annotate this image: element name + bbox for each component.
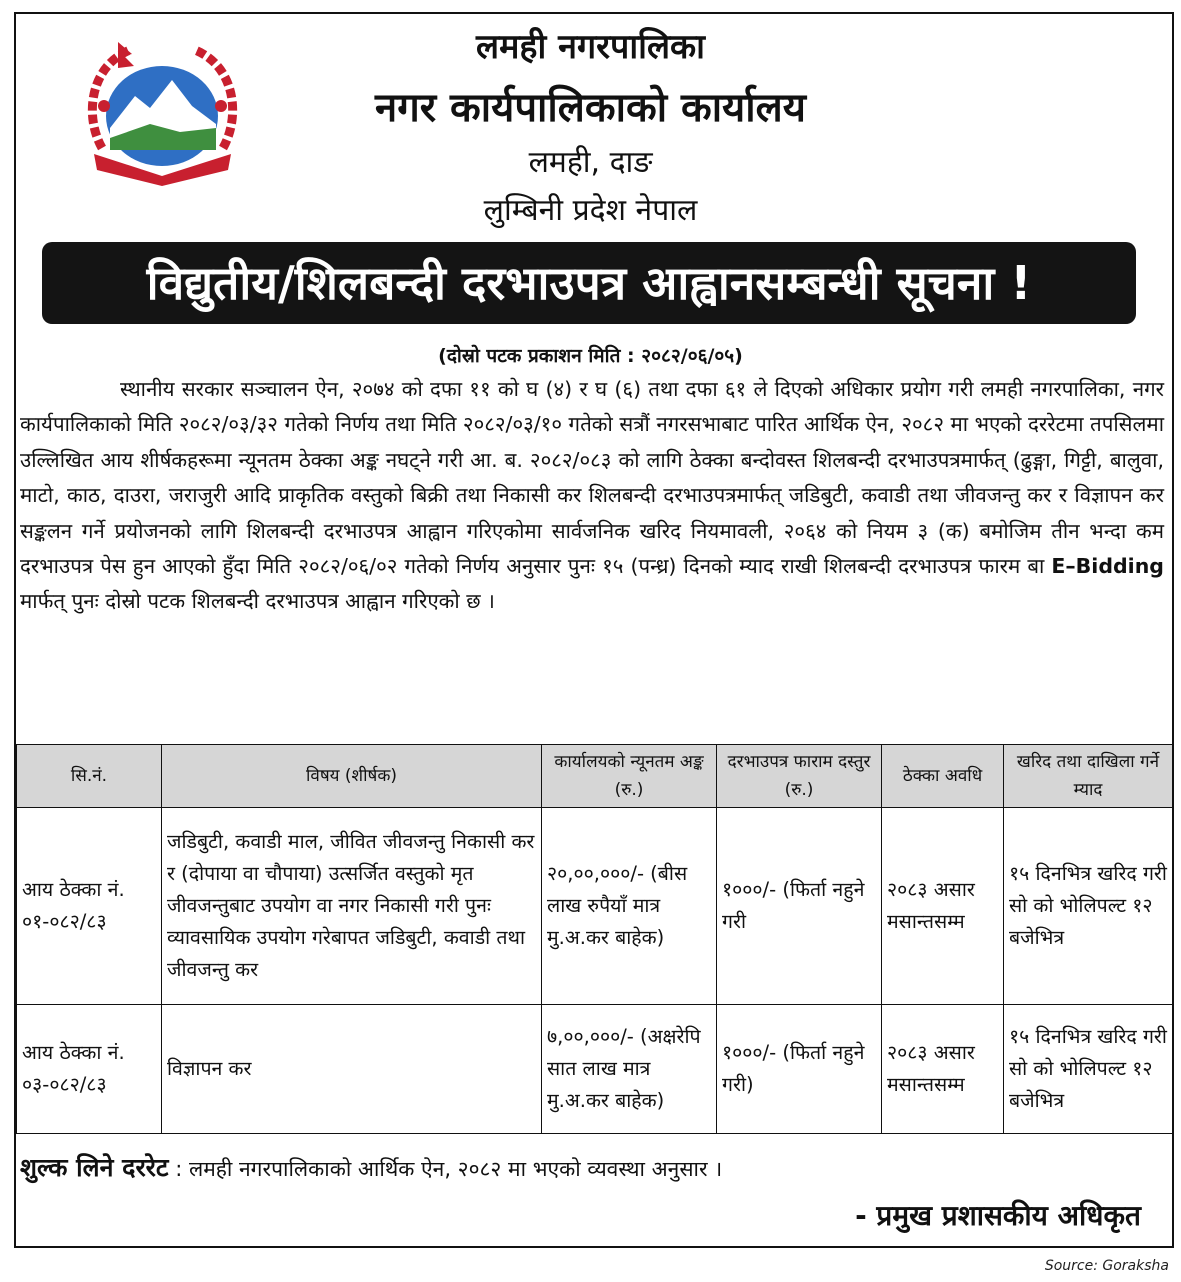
table-row — [17, 808, 1173, 1005]
cell-contract-period: २०८३ असार मसान्तसम्म — [882, 1005, 1004, 1134]
tender-table — [16, 744, 1173, 1134]
notice-text-part2: मार्फत् पुनः दोस्रो पटक शिलबन्दी दरभाउपत्र आह्वान गरिएको छ । — [20, 589, 495, 614]
cell-form-fee: १०००/- (फिर्ता नहुने गरी — [717, 808, 882, 1005]
cell-subject: विज्ञापन कर — [162, 1005, 542, 1134]
office-location: लमही, दाङ — [528, 145, 653, 180]
cell-serial: आय ठेक्का नं. ०१-०८२/८३ — [17, 808, 162, 1005]
cell-subject: जडिबुटी, कवाडी माल, जीवित जीवजन्तु निकासी कर र (दोपाया वा चौपाया) उत्सर्जित वस्तुको मृत जीवजन्तुबाट उपयोग वा नगर निकासी गरी पुनः व्यावसायिक उपयोग गरेबापत जडिबुटी, कवाडी तथा जीवजन्तु कर — [162, 808, 542, 1005]
cell-form-fee: १०००/- (फिर्ता नहुने गरी) — [717, 1005, 882, 1134]
header-form-fee: दरभाउपत्र फाराम दस्तुर (रु.) — [717, 745, 882, 808]
cell-deadline: १५ दिनभित्र खरिद गरी सो को भोलिपल्ट १२ बजेभित्र — [1004, 1005, 1173, 1134]
fee-note — [20, 1150, 1170, 1184]
cell-deadline: १५ दिनभित्र खरिद गरी सो को भोलिपल्ट १२ बजेभित्र — [1004, 808, 1173, 1005]
cell-contract-period: २०८३ असार मसान्तसम्म — [882, 808, 1004, 1005]
fee-note-label: शुल्क लिने दररेट — [20, 1153, 169, 1182]
signatory: - प्रमुख प्रशासकीय अधिकृत — [855, 1199, 1141, 1232]
cell-min-amount: ७,००,०००/- (अक्षरेपि सात लाख मात्र मु.अ.कर बाहेक) — [542, 1005, 717, 1134]
header-subject: विषय (शीर्षक) — [162, 745, 542, 808]
cell-serial: आय ठेक्का नं. ०३-०८२/८३ — [17, 1005, 162, 1134]
ebidding-label: E–Bidding — [1051, 554, 1164, 579]
header-serial: सि.नं. — [17, 745, 162, 808]
source-credit: Source: Goraksha — [1044, 1258, 1169, 1274]
notice-title-banner: विद्युतीय/शिलबन्दी दरभाउपत्र आह्वानसम्बन्धी सूचना ! — [42, 242, 1136, 324]
publication-date: (दोस्रो पटक प्रकाशन मिति : २०८२/०६/०५) — [438, 345, 743, 367]
notice-text-part1: स्थानीय सरकार सञ्चालन ऐन, २०७४ को दफा ११ को घ (४) र घ (६) तथा दफा ६१ ले दिएको अधिकार प्रयोग गरी लमही नगरपालिका, नगर कार्यपालिकाको मिति २०८२/०३/३२ गतेको निर्णय तथा मिति २०८२/०३/१० गतेको सत्रौं नगरसभाबाट पारित आर्थिक ऐन, २०८२ मा भएको दररेटमा तपसिलमा उल्लिखित आय शीर्षकहरूमा न्यूनतम ठेक्का अङ्क नघट्ने गरी आ. ब. २०८२/०८३ को लागि ठेक्का बन्दोवस्त शिलबन्दी दरभाउपत्रमार्फत् (ढुङ्गा, गिट्टी, बालुवा, माटो, काठ, दाउरा, जराजुरी आदि प्राकृतिक वस्तुको बिक्री तथा निकासी कर शिलबन्दी दरभाउपत्रमार्फत् जडिबुटी, कवाडी तथा जीवजन्तु कर र विज्ञापन कर सङ्कलन गर्ने प्रयोजनको लागि शिलबन्दी दरभाउपत्र आह्वान गरिएकोमा सार्वजनिक खरिद नियमावली, २०६४ को नियम ३ (क) बमोजिम तीन भन्दा कम दरभाउपत्र पेस हुन आएको हुँदा मिति २०८२/०६/०२ गतेको निर्णय अनुसार पुनः १५ (पन्ध्र) दिनको म्याद राखी शिलबन्दी दरभाउपत्र फारम बा — [20, 377, 1164, 579]
office-name: नगर कार्यपालिकाको कार्यालय — [375, 85, 806, 131]
notice-body — [20, 372, 1164, 620]
header-deadline: खरिद तथा दाखिला गर्ने म्याद — [1004, 745, 1173, 808]
municipality-name: लमही नगरपालिका — [476, 27, 705, 67]
cell-min-amount: २०,००,०००/- (बीस लाख रुपैयाँ मात्र मु.अ.कर बाहेक) — [542, 808, 717, 1005]
header-min-amount: कार्यालयको न्यूनतम अङ्क (रु.) — [542, 745, 717, 808]
header-contract-period: ठेक्का अवधि — [882, 745, 1004, 808]
province-name: लुम्बिनी प्रदेश नेपाल — [483, 193, 698, 228]
fee-note-text: : लमही नगरपालिकाको आर्थिक ऐन, २०८२ मा भएको व्यवस्था अनुसार । — [175, 1157, 723, 1181]
table-header-row — [17, 745, 1173, 808]
table-row — [17, 1005, 1173, 1134]
